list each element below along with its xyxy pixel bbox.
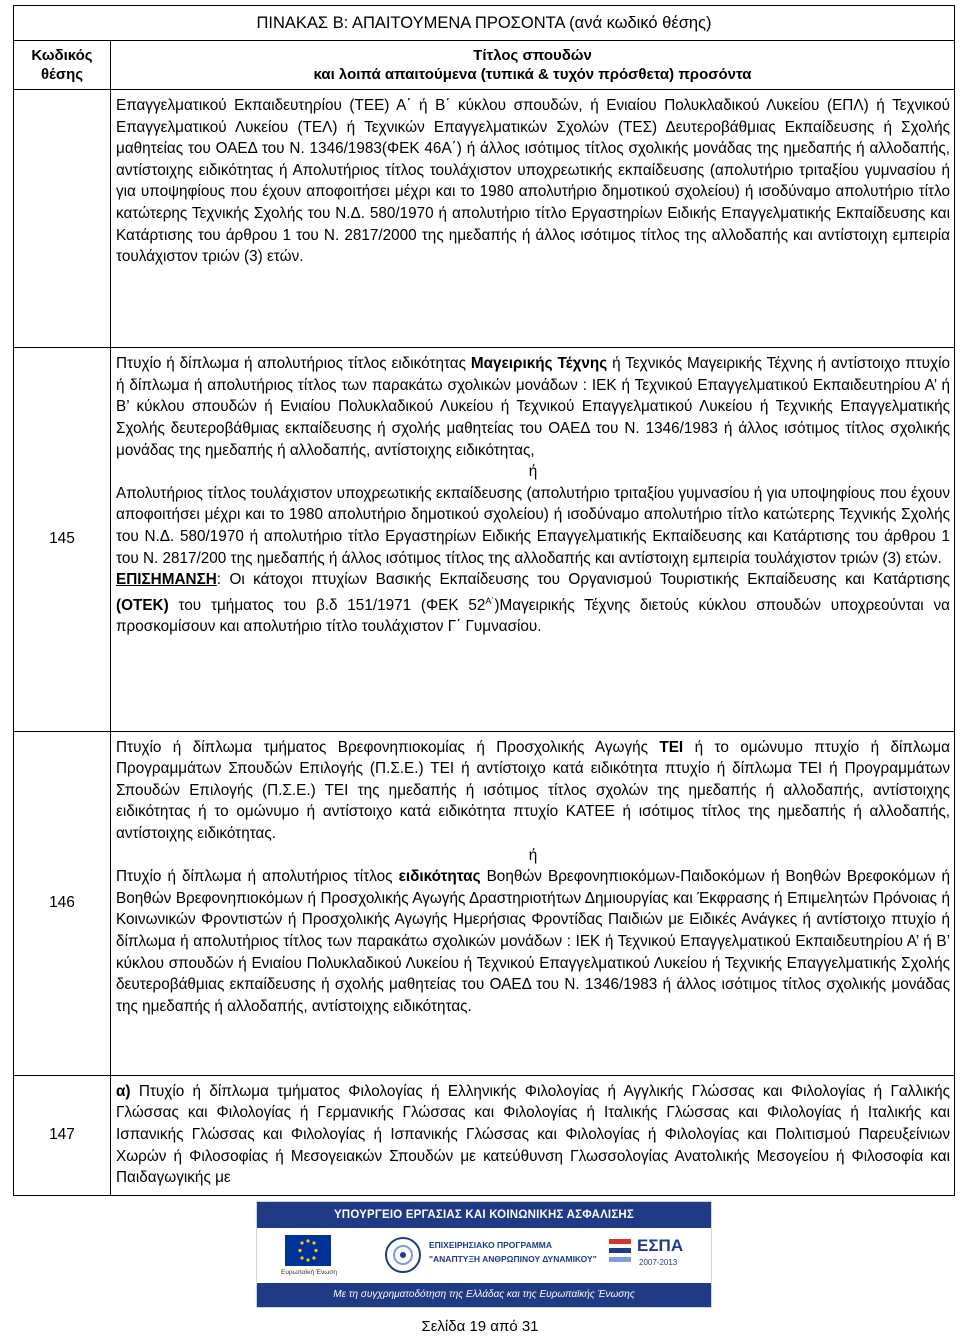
row-qualifications-145 xyxy=(111,348,955,731)
program-title: ΕΠΙΧΕΙΡΗΣΙΑΚΟ ΠΡΟΓΡΑΜΜΑ xyxy=(429,1240,553,1250)
or-separator: ή xyxy=(528,846,538,864)
qualification-text: Επαγγελματικού Εκπαιδευτηρίου (ΤΕΕ) Α΄ ή Β΄ κύκλου σπουδών, ή Ενιαίου Πολυκλαδικού Λυκείου (ΕΠΛ) ή Τεχνικού Επαγγελματικού Λυκείου (ΤΕΛ) ή Τεχνικών Επαγγελματικών Σχολών (ΤΕΣ) Δευτεροβάθμιας Εκπαίδευσης ή Σχολής μαθητείας του ΟΑΕΔ του Ν. 1346/1983(ΦΕΚ 46Α΄) ή άλλος ισότιμος τίτλος σχολικής μονάδας της ημεδαπής ή αλλοδαπής, αντίστοιχης ειδικότητας ή Απολυτήριος τίτλος τουλάχιστον υποχρεωτικής εκπαίδευσης (απολυτήριο τριταξίου γυμνασίου ή για υποψηφίους που έχουν αποφοιτήσει μέχρι και το 1980 απολυτήριο δημοτικού σχολείου) ή ισοδύναμο απολυτήριο τίτλο κατώτερης Τεχνικής Σχολής του Ν.Δ. 580/1970 ή απολυτήριο τίτλο Εργαστηρίων Ειδικής Επαγγελματικής Εκπαίδευσης και Κατάρτισης του άρθρου 1 του Ν. 2817/2000 της ημεδαπής ή άλλος ισότιμος τίτλος της αλλοδαπής και αντίστοιχη εμπειρία τουλάχιστον τριών (3) ετών. xyxy=(116,97,950,266)
code-header-line-2: θέσης xyxy=(40,66,84,84)
program-emblem-icon xyxy=(383,1235,423,1275)
page-number: Σελίδα 19 από 31 xyxy=(421,1318,539,1335)
specialty-label: ειδικότητας xyxy=(398,868,481,886)
row-qualifications-147 xyxy=(111,1075,955,1195)
text-span: του τμήματος του β.δ 151/1971 (ΦΕΚ 52 xyxy=(168,596,486,614)
qualification-paragraph xyxy=(116,1081,950,1189)
title-header-line-1: Τίτλος σπουδών xyxy=(473,47,592,65)
superscript: Α΄ xyxy=(485,595,495,606)
qualification-paragraph xyxy=(116,866,950,1017)
table-row xyxy=(14,348,955,731)
eu-label: Ευρωπαϊκή Ένωση xyxy=(281,1269,337,1276)
code-column-header xyxy=(14,41,111,90)
row-code-145: 145 xyxy=(14,348,111,731)
table-row xyxy=(14,1075,955,1195)
text-span: Πτυχίο ή δίπλωμα τμήματος Φιλολογίας ή Ελληνικής Φιλολογίας ή Αγγλικής Γλώσσας και Φιλολογίας ή Γαλλικής Γλώσσας και Φιλολογίας ή Γερμανικής Γλώσσας και Φιλολογίας ή Ιταλικής Γλώσσας και Φιλολογίας ή Ιταλικής και Ισπανικής Γλώσσας και Φιλολογίας ή Ισπανικής Γλώσσας και Φιλολογίας ή Φιλολογίας και Πολιτισμού Παρευξείνιων Χωρών ή Φιλοσοφίας ή Μεσογειακών Σπουδών με κατεύθυνση Γλωσσολογίας Ανατολικής Μεσογείου ή Φιλοσοφία και Παιδαγωγικής με xyxy=(116,1082,950,1187)
qualification-paragraph: Απολυτήριος τίτλος τουλάχιστον υποχρεωτικής εκπαίδευσης (απολυτήριο τριταξίου γυμνασίου ή για υποψηφίους που έχουν αποφοιτήσει μέχρι και το 1980 απολυτήριο δημοτικού σχολείου) ή ισοδύναμο απολυτήριο τίτλο κατώτερης Τεχνικής Σχολής του Ν.Δ. 580/1970 ή απολυτήριο τίτλο Εργαστηρίων Ειδικής Επαγγελματικής Εκπαίδευσης και Κατάρτισης του άρθρου 1 του Ν. 2817/200 της ημεδαπής ή άλλος ισότιμος τίτλος της αλλοδαπής και αντίστοιχη εμπειρία τουλάχιστον τριών (3) ετών. xyxy=(116,484,950,567)
note-paragraph xyxy=(116,569,950,638)
otek-label: (ΟΤΕΚ) xyxy=(116,596,169,614)
table-title: ΠΙΝΑΚΑΣ Β: ΑΠΑΙΤΟΥΜΕΝΑ ΠΡΟΣΟΝΤΑ (ανά κωδικό θέσης) xyxy=(14,6,955,41)
row-qualifications-146 xyxy=(111,731,955,1075)
row-qualifications xyxy=(111,90,955,348)
tei-label: ΤΕΙ xyxy=(659,738,684,756)
cofunding-band: Με τη συγχρηματοδότηση της Ελλάδας και της Ευρωπαϊκής Ένωσης xyxy=(257,1283,711,1307)
title-column-header xyxy=(111,41,955,90)
espa-label: ΕΣΠΑ xyxy=(637,1236,684,1255)
item-letter: α) xyxy=(116,1082,131,1100)
row-code xyxy=(14,90,111,348)
table-row xyxy=(14,90,955,348)
specialty-name: Μαγειρικής Τέχνης xyxy=(470,355,608,373)
text-span: Βοηθών Βρεφονηπιοκόμων-Παιδοκόμων ή Βοηθών Βρεφοκόμων ή Βοηθών Βρεφονηπιοκόμων ή Προσχολικής Αγωγής Δραστηριοτήτων Δημιουργίας και Έκφρασης ή Επιμελητών Πρόνοιας ή Κοινωνικών Φροντιστών ή Προσχολικής Αγωγής Ημερήσιας Φροντίδας Παιδιών με Ειδικές Ανάγκες ή αντίστοιχο πτυχίο ή δίπλωμα ή απολυτήριος τίτλος των παρακάτω σχολικών μονάδων : ΙΕΚ ή Τεχνικού Επαγγελματικού Εκπαιδευτηρίου Α’ ή Β’ κύκλου σπουδών ή Ενιαίου Πολυκλαδικού Λυκείου ή Τεχνικού Επαγγελματικού Λυκείου ή Τεχνικής Επαγγελματικής Σχολής δευτεροβάθμιας εκπαίδευσης ή σχολής μαθητείας του ΟΑΕΔ του Ν. 1346/1983 ή άλλος ισότιμος τίτλος σχολικής μονάδας της ημεδαπής ή αλλοδαπής, αντίστοιχης ειδικότητας. xyxy=(116,868,951,1015)
text-span: Πτυχίο ή δίπλωμα ή απολυτήριος τίτλος xyxy=(116,868,399,886)
funding-banner xyxy=(256,1201,712,1308)
text-span: : Οι κάτοχοι πτυχίων Βασικής Εκπαίδευσης του Οργανισμού Τουριστικής Εκπαίδευσης και Κατάρτισης xyxy=(216,571,950,589)
table-row xyxy=(14,731,955,1075)
row-code-147: 147 xyxy=(14,1075,111,1195)
requirements-table xyxy=(13,5,955,1196)
title-header-line-2: και λοιπά απαιτούμενα (τυπικά & τυχόν πρόσθετα) προσόντα xyxy=(313,66,752,84)
text-span: Πτυχίο ή δίπλωμα ή απολυτήριος τίτλος ειδικότητας xyxy=(116,355,471,373)
eu-flag-icon xyxy=(285,1235,331,1266)
text-span: Πτυχίο ή δίπλωμα τμήματος Βρεφονηπιοκομίας ή Προσχολικής Αγωγής xyxy=(116,738,660,756)
espa-years: 2007-2013 xyxy=(639,1258,678,1267)
ministry-band: ΥΠΟΥΡΓΕΙΟ ΕΡΓΑΣΙΑΣ ΚΑΙ ΚΟΙΝΩΝΙΚΗΣ ΑΣΦΑΛΙΣΗΣ xyxy=(257,1202,711,1228)
text-span: ή Τεχνικός Μαγειρικής Τέχνης ή αντίστοιχο πτυχίο ή δίπλωμα ή απολυτήριος τίτλος των παρακάτω σχολικών μονάδων : ΙΕΚ ή Τεχνικού Επαγγελματικού Εκπαιδευτηρίου Α’ ή Β’ κύκλου σπουδών ή Ενιαίου Πολυκλαδικού Λυκείου ή Τεχνικού Επαγγελματικού Λυκείου ή Τεχνικής Επαγγελματικής Σχολής δευτεροβάθμιας εκπαίδευσης ή σχολής μαθητείας του ΟΑΕΔ του Ν. 1346/1983 ή άλλος ισότιμος τίτλος σχολικής μονάδας της ημεδαπής ή αλλοδαπής, αντίστοιχης ειδικότητας, xyxy=(116,355,950,459)
qualification-paragraph xyxy=(116,737,950,845)
text-span: ή το ομώνυμο πτυχίο ή δίπλωμα Προγραμμάτων Σπουδών Επιλογής (Π.Σ.Ε.) ΤΕΙ ή αντίστοιχο κατά ειδικότητα πτυχίο ή δίπλωμα ΤΕΙ ή Προγραμμάτων Σπουδών Επιλογής (Π.Σ.Ε.) ΤΕΙ της ημεδαπής ή ισότιμος τίτλος σχολών της ημεδαπής ή αλλοδαπής, αντίστοιχης ειδικότητας ή το ομώνυμο ή αντίστοιχο κατά ειδικότητα πτυχίο ΚΑΤΕΕ ή ισότιμος τίτλος της ημεδαπής ή αλλοδαπής, αντίστοιχης ειδικότητας. xyxy=(116,738,950,842)
note-label: ΕΠΙΣΗΜΑΝΣΗ xyxy=(116,571,217,589)
code-header-line-1: Κωδικός xyxy=(31,47,93,65)
or-separator: ή xyxy=(528,463,538,481)
row-code-146: 146 xyxy=(14,731,111,1075)
qualification-paragraph xyxy=(116,353,950,461)
text-span: )Μαγειρικής Τέχνης διετούς κύκλου σπουδών υποχρεούνται να προσκομίσουν και απολυτήριο τίτλο τουλάχιστον Γ΄ Γυμνασίου. xyxy=(116,596,950,636)
program-subtitle: "ΑΝΑΠΤΥΞΗ ΑΝΘΡΩΠΙΝΟΥ ΔΥΝΑΜΙΚΟΥ" xyxy=(429,1254,597,1264)
